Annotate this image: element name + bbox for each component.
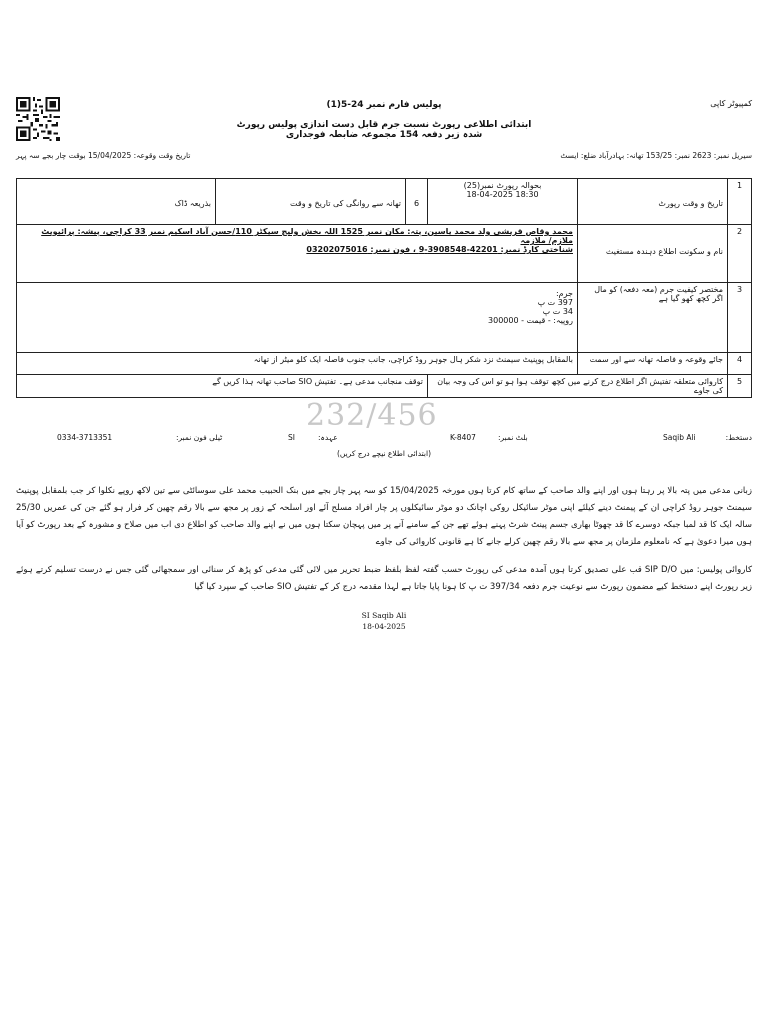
phone-label: ٹیلی فون نمبر: (176, 433, 223, 442)
table-row (17, 375, 752, 398)
report-reference (428, 179, 578, 225)
table-row (17, 353, 752, 375)
row-label: نام و سکونت اطلاع دہندہ مستغیث (578, 225, 728, 283)
form-subtitle: ابتدائی اطلاعی رپورٹ نسبت جرم قابل دست اندازی پولیس رپورٹ شدہ زیر دفعہ 154 مجموعہ ضابطہ فوجداری (236, 120, 532, 140)
date-line: تاریخ وقت وقوعہ: 15/04/2025 بوقت چار بجے سہ پہر (16, 151, 191, 160)
table-row (17, 283, 752, 353)
row-number: 1 (728, 179, 752, 225)
officer-rank: SI (288, 433, 295, 442)
row-number: 2 (728, 225, 752, 283)
dispatch-method: بذریعہ ڈاک (17, 179, 216, 225)
row-label: جائے وقوعہ و فاصلہ تھانہ سے اور سمت (578, 353, 728, 375)
crime-label: جرم: (555, 289, 573, 298)
complainant-address: محمد وقاص قریشی ولد محمد یاسین، پتہ: مکان نمبر 1525 اللہ بخش ولیج سیکٹر 110/حسن آباد اسکیم نمبر 33 کراچی، پیشہ: پرائیویٹ (41, 227, 573, 236)
signature-label: دستخط: (725, 433, 752, 442)
officer-name: Saqib Ali (663, 433, 696, 442)
complainant-statement: زبانی مدعی میں پتہ بالا پر رہتا ہوں اور اپنے والد صاحب کے ساتھ کام کرتا ہوں مورخہ 15/04/2025 کو سہ پہر چار بجے میں بنک الحبیب محمد علی سوسائٹی سے تین لاکھ روپے نکلوا کر جب بلمقابل پوپنیٹ سیمنٹ جوہر روڈ کراچی ان کے پیمنٹ دینے کیلئے اپنی موٹر سائیکل روکی اچانک دو موٹر سائیکلوں پر چار افراد مسلح آئے اور اسلحہ کے زور پر مجھ سے بالا رقم چھین کر فرار ہو گئے جن کی عمریں 25/30 سالہ ایک کا قد لمبا جبکہ دوسرے کا قد چھوٹا بھاری جسم پینٹ شرٹ پہنے ہوئے تھے جن کے سامنے آنے پر میں پہچان سکتا ہوں میں نے اپنے والد صاحب کو اطلاع دی اب میں صلاح و مشورہ کے بعد رپورٹ کو آیا ہوں میرا دعویٰ ہے کہ نامعلوم ملزمان پر مجھ سے بالا رقم چھین کرلے جانے کا ہے قانونی کاروائی کی جاوے (16, 486, 752, 547)
incident-location: بالمقابل پوپنیٹ سیمنٹ نزد شکر ہال جوہر روڈ کراچی، جانب جنوب فاصلہ ایک کلو میٹر از تھانہ (17, 353, 578, 375)
crime-details (17, 283, 578, 353)
table-row (17, 225, 752, 283)
row-number: 4 (728, 353, 752, 375)
row-label: کاروائی متعلقہ تفتیش اگر اطلاع درج کرنے میں کچھ توقف ہوا ہو تو اس کی وجہ بیان کی جاوے (428, 375, 728, 398)
complainant-occupation: ملازم/ ملازمہ (520, 236, 573, 245)
watermark: 232/456 (306, 398, 438, 433)
police-action: کاروائی پولیس: میں SIP D/O قب علی تصدیق کرتا ہوں آمدہ مدعی کی رپورٹ حسب گفتہ لفظ بلفظ ضبط تحریر میں لائی گئی مدعی کو پڑھ کر سنائی اور سمجھائی گئی جس نے درست تسلیم کرتے ہوئے زیر رپورٹ اپنے دستخط کیے مضمون رپورٹ سے نوعیت جرم دفعہ 397/34 ت پ کا ہونا پایا جاتا ہے لہذا مقدمہ درج کر کے تفتیش SIO صاحب کے سپرد کیا گیا (16, 565, 752, 592)
fir-table (16, 178, 752, 398)
copy-label: کمپیوٹر کاپی (710, 99, 752, 108)
row-label: تاریخ و وقت رپورٹ (578, 179, 728, 225)
report-datetime: 18-04-2025 18:30 (466, 190, 539, 199)
belt-number: K-8407 (450, 433, 476, 442)
crime-section-b: 34 ت پ (542, 307, 573, 316)
crime-amount: روپیہ: - قیمت - 300000 (488, 316, 573, 325)
row-number: 6 (406, 179, 428, 225)
row-number: 5 (728, 375, 752, 398)
instruction-note: (ابتدائی اطلاع نیچے درج کریں) (336, 449, 432, 458)
row-label: مختصر کیفیت جرم (معہ دفعہ) کو مال اگر کچھ کھو گیا ہے (578, 283, 728, 353)
form-title: پولیس فارم نمبر 24-5(1) (326, 100, 442, 110)
row-label: تھانہ سے روانگی کی تاریخ و وقت (216, 179, 406, 225)
complainant-id-phone: شناختی کارڈ نمبر: 42201-3908548-9 ، فون نمبر: 03202075016 (306, 245, 573, 254)
serial-line: سیریل نمبر: 2623 نمبر: 153/25 تھانہ: بہادرآباد ضلع: ایسٹ (560, 151, 752, 160)
footer-officer: SI Saqib Ali (361, 611, 407, 620)
complainant-details (17, 225, 578, 283)
crime-section-a: 397 ت پ (537, 298, 573, 307)
report-ref-title: بحوالہ رپورٹ نمبر(25) (463, 181, 542, 190)
belt-label: بلٹ نمبر: (498, 433, 528, 442)
investigation-action: توقف منجانب مدعی ہے۔ تفتیش SIO صاحب تھانہ ہذا کریں گے (17, 375, 428, 398)
table-row (17, 179, 752, 225)
qr-code-icon (16, 97, 60, 141)
footer-date: 18-04-2025 (362, 622, 406, 631)
row-number: 3 (728, 283, 752, 353)
rank-label: عہدہ: (318, 433, 338, 442)
officer-phone: 0334-3713351 (57, 433, 113, 442)
